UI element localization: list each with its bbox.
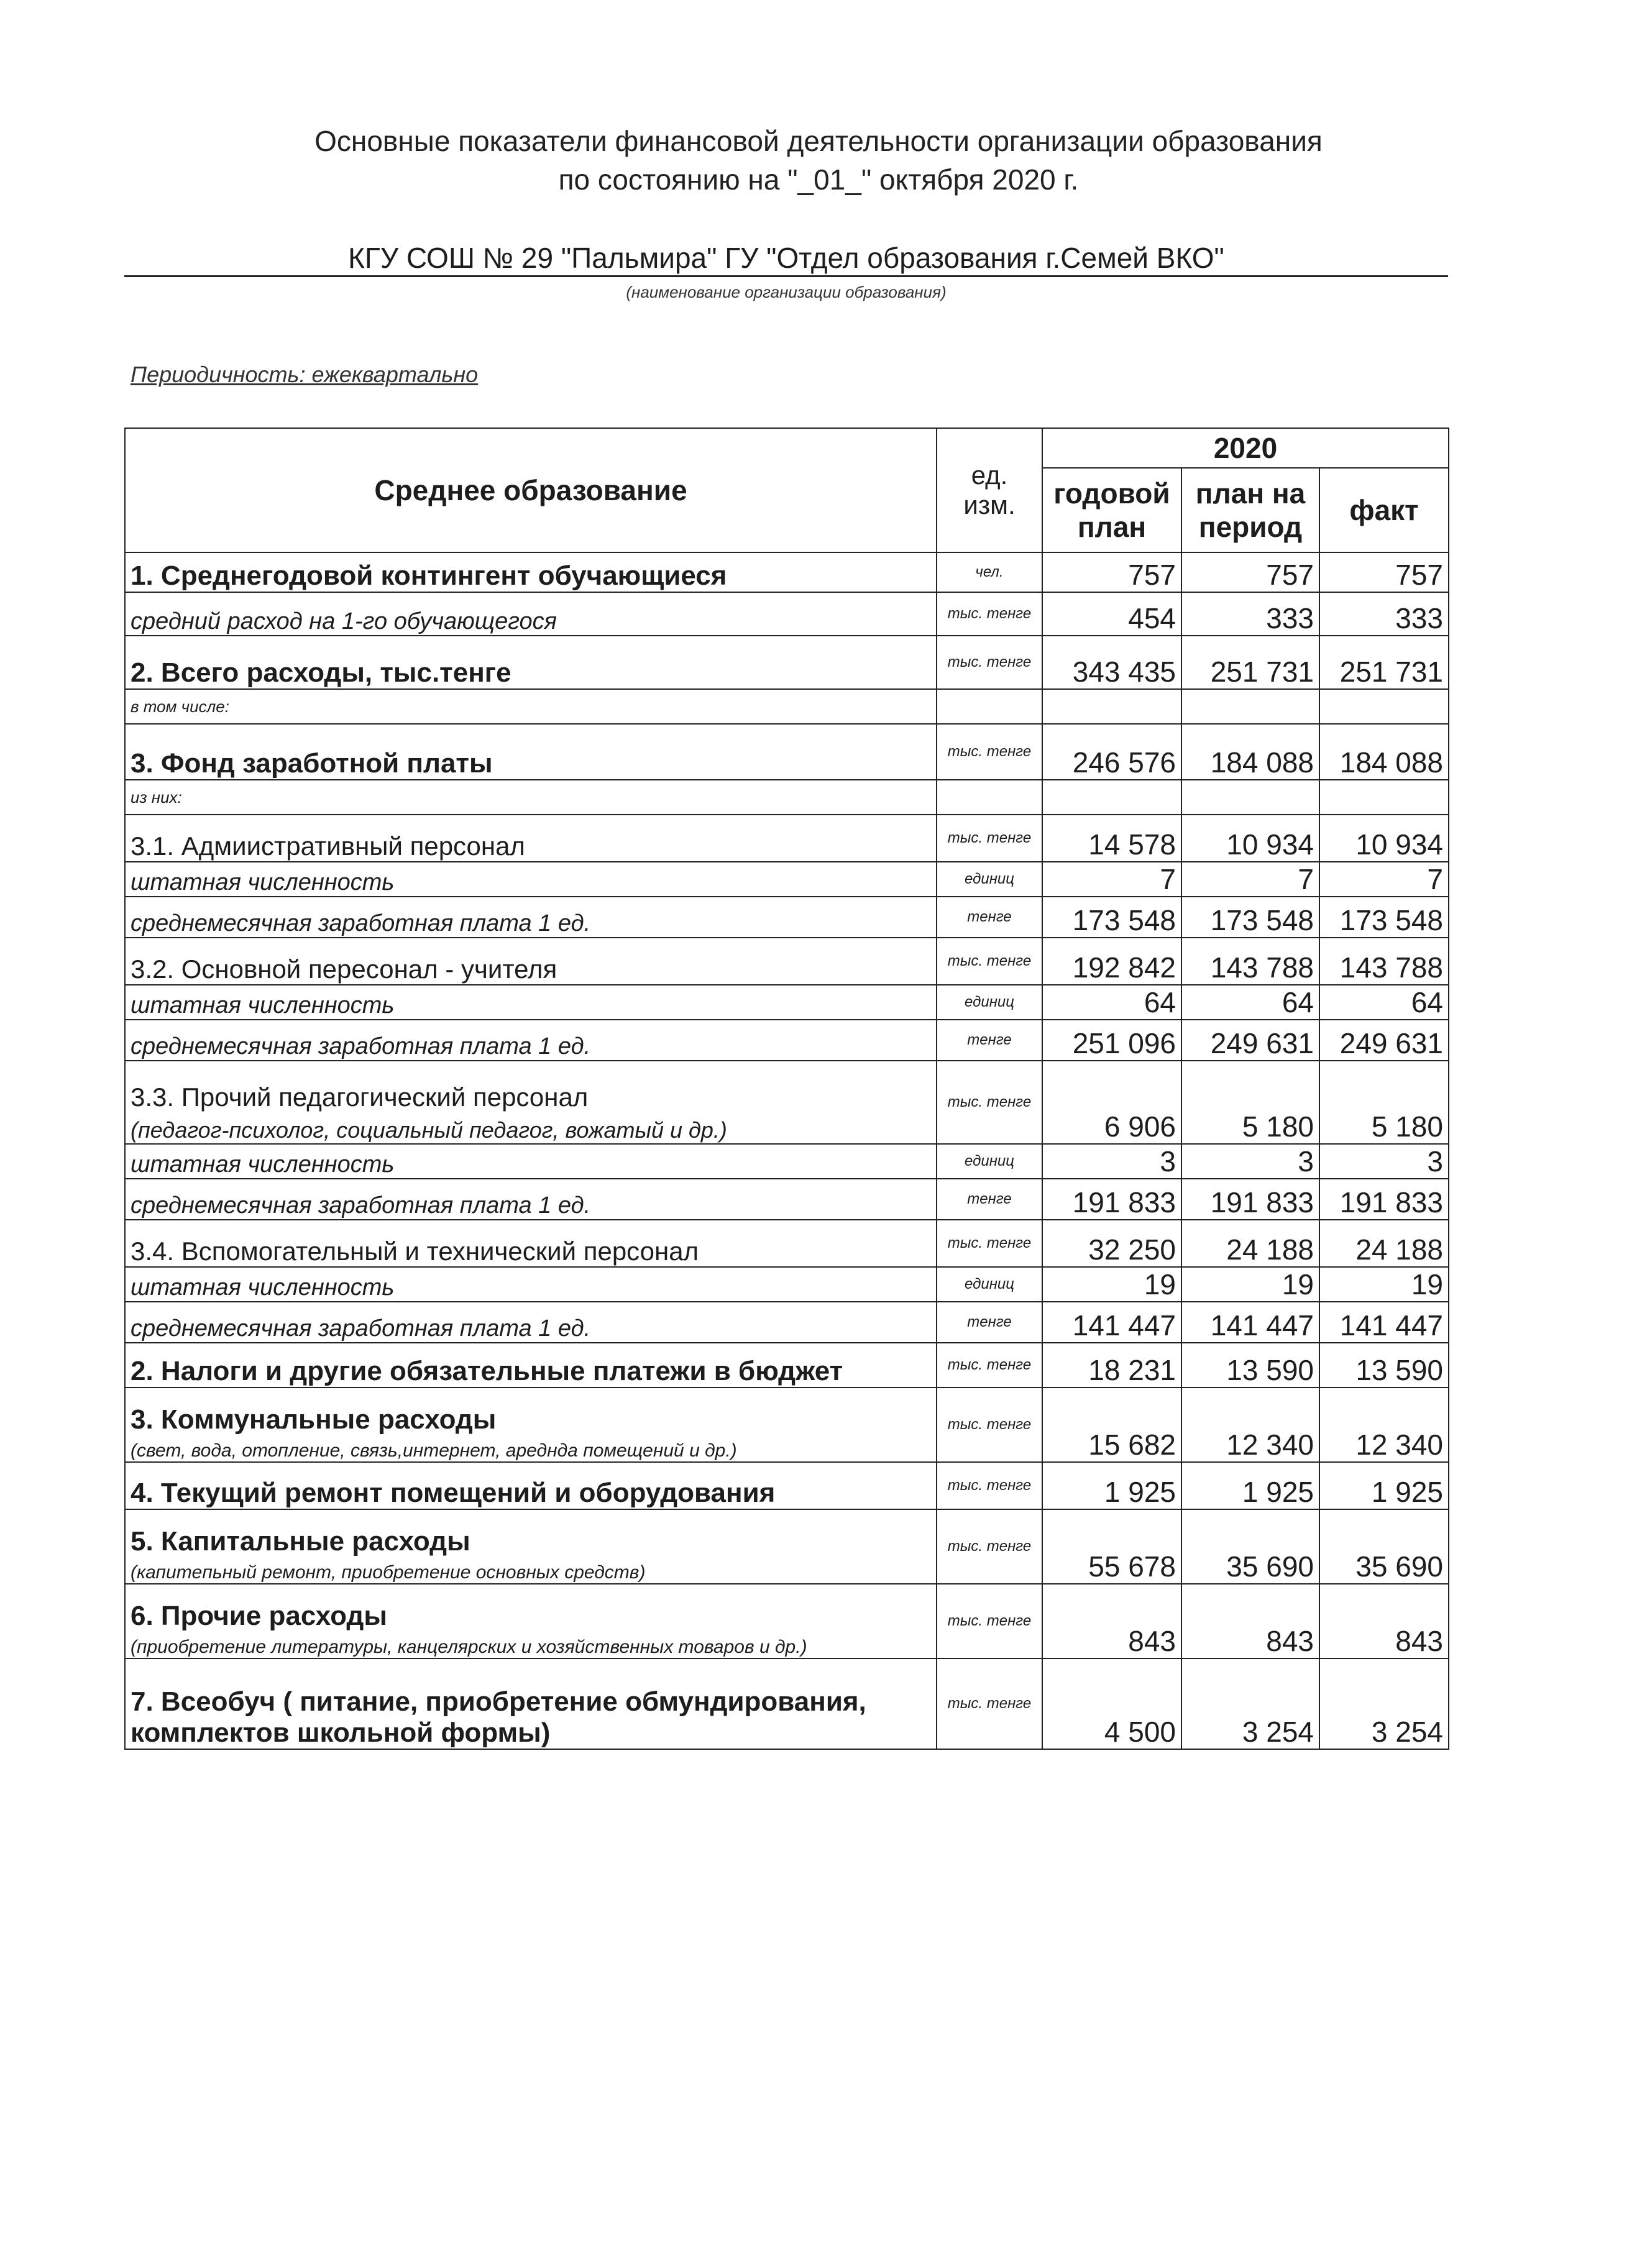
row-label [125,592,937,636]
row-unit: единиц [937,1144,1042,1179]
row-label [125,1302,937,1343]
row-annual-plan: 246 576 [1042,724,1181,780]
row-label-note: (свет, вода, отопление, связь,интернет, аредндa помещений и др.) [131,1440,737,1461]
table-row [125,1462,1449,1509]
row-unit: единиц [937,985,1042,1020]
row-label-text: штатная численность [131,1274,395,1301]
row-unit: чел. [937,552,1042,592]
row-period-plan: 64 [1181,985,1319,1020]
row-unit: тыс. тенге [937,1220,1042,1267]
row-annual-plan: 343 435 [1042,636,1181,689]
row-period-plan: 1 925 [1181,1462,1319,1509]
table-row [125,592,1449,636]
row-fact: 249 631 [1319,1020,1449,1061]
row-unit: тыс. тенге [937,724,1042,780]
row-label [125,862,937,897]
row-annual-plan: 454 [1042,592,1181,636]
row-period-plan: 24 188 [1181,1220,1319,1267]
row-annual-plan [1042,689,1181,724]
row-annual-plan: 251 096 [1042,1020,1181,1061]
row-fact: 251 731 [1319,636,1449,689]
row-label-text: в том числе: [131,697,229,716]
row-annual-plan: 3 [1042,1144,1181,1179]
table-row [125,1020,1449,1061]
row-unit: тыс. тенге [937,1388,1042,1462]
row-label-text: 5. Капитальные расходы [131,1526,470,1557]
row-annual-plan: 1 925 [1042,1462,1181,1509]
row-label-text: из них: [131,787,182,807]
row-period-plan: 19 [1181,1267,1319,1302]
row-label-text: штатная численность [131,1151,395,1177]
table-row [125,1144,1449,1179]
row-annual-plan: 843 [1042,1584,1181,1658]
row-fact: 757 [1319,552,1449,592]
row-label-text: штатная численность [131,992,395,1018]
table-row [125,1509,1449,1584]
row-label-note: (педагог-психолог, социальный педагог, вожатый и др.) [131,1117,727,1143]
document-title-line1: Основные показатели финансовой деятельности организации образования [314,125,1323,157]
table-row [125,985,1449,1020]
table-body [125,552,1449,1749]
row-fact: 19 [1319,1267,1449,1302]
table-row [125,1179,1449,1220]
row-period-plan: 173 548 [1181,897,1319,938]
row-label [125,1267,937,1302]
row-unit: тыс. тенге [937,1658,1042,1749]
row-label [125,1509,937,1584]
row-label-text: 3.4. Вспомогательный и технический персонал [131,1237,699,1266]
row-unit: тыс. тенге [937,1509,1042,1584]
row-period-plan: 143 788 [1181,938,1319,985]
document-title-line2: по состоянию на "_01_" октября 2020 г. [558,163,1079,196]
row-label-text: среднемесячная заработная плата 1 ед. [131,1033,591,1059]
row-fact: 10 934 [1319,815,1449,862]
row-label-text: 2. Налоги и другие обязательные платежи в бюджет [131,1356,843,1386]
row-unit [937,780,1042,815]
row-unit: единиц [937,862,1042,897]
table-row [125,689,1449,724]
row-label [125,1584,937,1658]
row-label-text: 4. Текущий ремонт помещений и оборудования [131,1478,776,1508]
header-section: Среднее образование [125,428,937,552]
row-label [125,815,937,862]
row-label-text: 3.3. Прочий педагогический персонал [131,1082,589,1112]
row-period-plan: 249 631 [1181,1020,1319,1061]
row-fact: 843 [1319,1584,1449,1658]
row-annual-plan: 757 [1042,552,1181,592]
header-fact: факт [1319,468,1449,552]
row-period-plan: 184 088 [1181,724,1319,780]
row-fact: 5 180 [1319,1061,1449,1144]
table-row [125,897,1449,938]
row-annual-plan: 19 [1042,1267,1181,1302]
row-fact [1319,689,1449,724]
row-label [125,1388,937,1462]
row-unit: тыс. тенге [937,592,1042,636]
table-row [125,552,1449,592]
row-label-text: средний расход на 1-го обучающегося [131,608,557,634]
row-period-plan [1181,780,1319,815]
row-annual-plan: 141 447 [1042,1302,1181,1343]
row-period-plan: 3 254 [1181,1658,1319,1749]
row-unit: тыс. тенге [937,938,1042,985]
table-row [125,636,1449,689]
row-label [125,938,937,985]
row-fact: 173 548 [1319,897,1449,938]
row-label [125,1658,937,1749]
row-annual-plan: 191 833 [1042,1179,1181,1220]
table-row [125,938,1449,985]
row-label-text: 3.1. Адмиистративный персонал [131,831,525,861]
row-label [125,636,937,689]
row-period-plan: 757 [1181,552,1319,592]
table-row [125,1267,1449,1302]
row-period-plan: 10 934 [1181,815,1319,862]
row-label-text: среднемесячная заработная плата 1 ед. [131,1315,591,1342]
table-row [125,1388,1449,1462]
row-unit: тенге [937,1302,1042,1343]
row-unit: тенге [937,1020,1042,1061]
row-unit: тыс. тенге [937,1462,1042,1509]
table-row [125,1061,1449,1144]
row-fact: 12 340 [1319,1388,1449,1462]
table-row [125,780,1449,815]
table-row [125,724,1449,780]
row-fact: 13 590 [1319,1343,1449,1388]
row-label-text: 3. Фонд заработной платы [131,748,493,779]
row-label-text: среднемесячная заработная плата 1 ед. [131,910,591,936]
row-period-plan: 843 [1181,1584,1319,1658]
row-annual-plan [1042,780,1181,815]
header-period-plan: план на период [1181,468,1319,552]
row-fact: 333 [1319,592,1449,636]
row-label-text: штатная численность [131,869,395,895]
row-fact: 143 788 [1319,938,1449,985]
row-label [125,1220,937,1267]
row-annual-plan: 4 500 [1042,1658,1181,1749]
row-period-plan: 13 590 [1181,1343,1319,1388]
row-period-plan: 191 833 [1181,1179,1319,1220]
row-period-plan: 7 [1181,862,1319,897]
row-annual-plan: 14 578 [1042,815,1181,862]
row-period-plan: 35 690 [1181,1509,1319,1584]
table-row [125,1584,1449,1658]
row-label-text: 3.2. Основной пересонал - учителя [131,954,557,984]
row-period-plan: 5 180 [1181,1061,1319,1144]
row-unit: тыс. тенге [937,1584,1042,1658]
table-row [125,1302,1449,1343]
row-label-text: 7. Всеобуч ( питание, приобретение обмундирования, комплектов школьной формы) [131,1686,866,1748]
header-year: 2020 [1042,428,1449,468]
row-label [125,1462,937,1509]
row-unit: единиц [937,1267,1042,1302]
organization-name: КГУ СОШ № 29 "Пальмира" ГУ "Отдел образования г.Семей ВКО" [348,242,1224,274]
row-fact [1319,780,1449,815]
row-label [125,1061,937,1144]
row-unit: тыс. тенге [937,636,1042,689]
row-annual-plan: 15 682 [1042,1388,1181,1462]
header-unit: ед. изм. [937,428,1042,552]
row-label-note: (капитепьный ремонт, приобретение основных средств) [131,1562,646,1583]
row-label [125,689,937,724]
row-label [125,552,937,592]
row-annual-plan: 18 231 [1042,1343,1181,1388]
row-annual-plan: 192 842 [1042,938,1181,985]
row-label-text: 6. Прочие расходы [131,1601,387,1631]
row-period-plan: 333 [1181,592,1319,636]
row-period-plan: 12 340 [1181,1388,1319,1462]
organization-underline [124,275,1448,277]
table-row [125,1220,1449,1267]
row-fact: 3 [1319,1144,1449,1179]
row-fact: 24 188 [1319,1220,1449,1267]
row-period-plan: 3 [1181,1144,1319,1179]
row-label-text: 2. Всего расходы, тыс.тенге [131,657,511,688]
row-fact: 1 925 [1319,1462,1449,1509]
row-unit: тенге [937,897,1042,938]
row-fact: 64 [1319,985,1449,1020]
row-label [125,1343,937,1388]
row-unit: тыс. тенге [937,1061,1042,1144]
row-unit: тыс. тенге [937,1343,1042,1388]
row-label [125,1020,937,1061]
table-row [125,815,1449,862]
financial-indicators-table [124,428,1449,1750]
row-fact: 141 447 [1319,1302,1449,1343]
row-label [125,780,937,815]
row-unit [937,689,1042,724]
row-fact: 35 690 [1319,1509,1449,1584]
row-label-text: среднемесячная заработная плата 1 ед. [131,1192,591,1219]
row-annual-plan: 6 906 [1042,1061,1181,1144]
row-period-plan: 251 731 [1181,636,1319,689]
periodicity-label: Периодичность: ежеквартально [131,362,479,387]
organization-caption: (наименование организации образования) [626,283,947,301]
row-label-note: (приобретение литературы, канцелярских и хозяйственных товаров и др.) [131,1637,807,1657]
row-label [125,1144,937,1179]
table-row [125,1343,1449,1388]
row-period-plan [1181,689,1319,724]
row-label [125,1179,937,1220]
row-fact: 7 [1319,862,1449,897]
row-unit: тенге [937,1179,1042,1220]
row-label [125,897,937,938]
row-annual-plan: 55 678 [1042,1509,1181,1584]
row-unit: тыс. тенге [937,815,1042,862]
row-label [125,724,937,780]
row-label [125,985,937,1020]
row-annual-plan: 173 548 [1042,897,1181,938]
table-row [125,1658,1449,1749]
row-fact: 191 833 [1319,1179,1449,1220]
table-row [125,862,1449,897]
row-fact: 3 254 [1319,1658,1449,1749]
row-label-text: 1. Среднегодовой контингент обучающиеся [131,560,727,591]
row-annual-plan: 7 [1042,862,1181,897]
header-annual-plan: годовой план [1042,468,1181,552]
row-annual-plan: 32 250 [1042,1220,1181,1267]
row-annual-plan: 64 [1042,985,1181,1020]
row-label-text: 3. Коммунальные расходы [131,1404,497,1435]
row-fact: 184 088 [1319,724,1449,780]
row-period-plan: 141 447 [1181,1302,1319,1343]
